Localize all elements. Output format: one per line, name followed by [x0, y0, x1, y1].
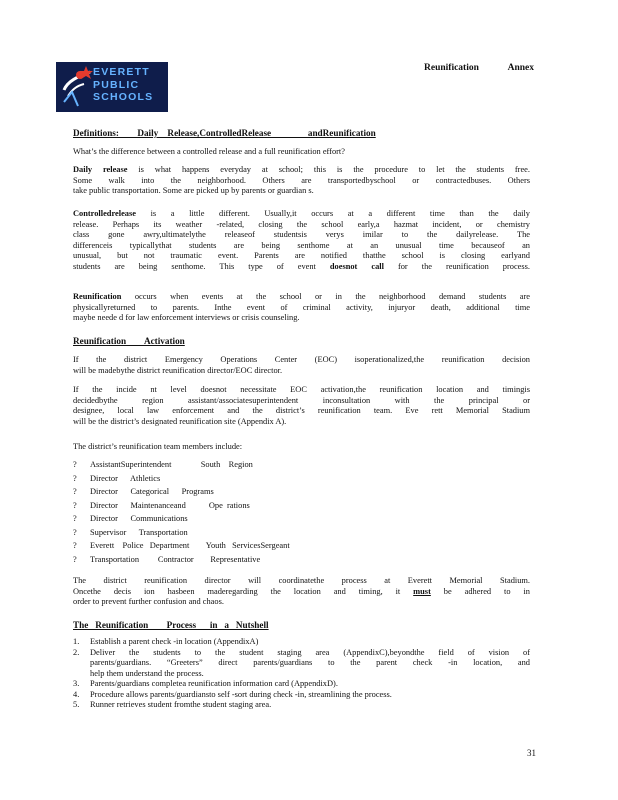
everett-public-schools-logo	[56, 62, 168, 112]
list-item: ? AssistantSuperintendent South Region	[73, 460, 253, 469]
list-item: ? Director Maintenanceand Ope rations	[73, 500, 250, 510]
activation-paragraph-1: If the district Emergency Operations Center (EOC) isoperationalized,the reunification decision will be madebythe district reunification director/EOC director.	[73, 355, 530, 375]
list-item: 3. Parents/guardians completea reunification information card (AppendixD).	[73, 679, 338, 688]
definitions-question: What’s the difference between a controlled release and a full reunification effort?	[73, 147, 345, 156]
activation-paragraph-3: The district reunification director will coordinatethe process at Everett Memorial Stadium. Oncethe decis ion hasbeen maderegarding the location and timing, it must be adhered to in order to prevent further confusion and chaos.	[73, 576, 530, 606]
team-members-list	[73, 460, 373, 568]
does-not-call-emphasis: doesnot call	[329, 261, 384, 271]
list-item: 5. Runner retrieves student fromthe student staging area.	[73, 700, 272, 709]
controlled-release-paragraph: Controlledrelease is a little different. Usually,it occurs at a different time than the daily release. Perhaps its weather -related, closing the school early,a hazmat incident, or chemistry class gone awry,ultimatelythe releaseof studentsis verys imilar to the dailyrelease. The differenceis typicallythat students are being senthome at an unusual time becauseof an unusual, but not traumatic event. Parents are notified thatthe school is closing earlyand students are being senthome. This type of event doesnot call for the reunification process.	[73, 209, 531, 271]
running-header	[424, 63, 534, 74]
header-title-left: Reunification	[424, 63, 479, 73]
nutshell-heading: The Reunification Process in a Nutshell	[73, 620, 269, 630]
list-item: 4. Procedure allows parents/guardiansto self -sort during check -in, streamlining the process.	[73, 689, 392, 699]
logo-line-2: PUBLIC	[93, 78, 140, 91]
header-title-right: Annex	[507, 63, 534, 73]
logo-line-1: EVERETT	[93, 66, 150, 78]
process-steps-list	[73, 637, 530, 711]
list-item: 1. Establish a parent check -in location (AppendixA)	[73, 637, 259, 646]
must-emphasis: must	[413, 586, 431, 596]
daily-release-term: Daily release	[73, 165, 128, 174]
logo-line-3: SCHOOLS	[93, 91, 154, 104]
list-item: ? Transportation Contractor Representative	[73, 554, 261, 564]
reunification-paragraph: Reunification occurs when events at the school or in the neighborhood demand students are physicallyreturned to parents. Inthe event of criminal activity, injuryor death, additional time maybe neede d for law enforcement interviews or crisis counseling.	[73, 292, 530, 322]
daily-release-paragraph: Daily release is what happens everyday at school; this is the procedure to let the students free. Some walk into the neighborhood. Others are transportedbyschool or contractedbuses. Others take public transportation. Some are picked up by parents or guardian s.	[73, 165, 530, 195]
definitions-heading: Definitions: Daily Release,ControlledRelease andReunification	[73, 128, 376, 138]
list-item: ? Everett Police Department Youth ServicesSergeant	[73, 541, 290, 550]
list-item: ? Director Communications	[73, 514, 188, 523]
list-item: ? Director Categorical Programs	[73, 487, 214, 496]
figure-star-icon	[58, 62, 94, 112]
activation-paragraph-2: If the incide nt level doesnot necessitate EOC activation,the reunification location and timingis decidedbythe region assistant/associatesuperintendent inconsultation with the principal or designee, local law enforcement and the district’s reunification team. Eve rett Memorial Stadium will be the district’s designated reunification site (Appendix A).	[73, 385, 530, 426]
list-item: ? Supervisor Transportation	[73, 527, 188, 537]
page-number: 31	[527, 748, 536, 758]
list-item: ? Director Athletics	[73, 473, 161, 483]
team-intro: The district’s reunification team members include:	[73, 442, 243, 451]
activation-heading: Reunification Activation	[73, 336, 185, 346]
controlled-release-term: Controlledrelease	[73, 209, 136, 218]
list-item: 2. Deliver the students to the student staging area (AppendixC),beyondthe field of vision of parents/guardians. “Greeters” direct parents/guardians to the parent check -in location, and help them understand the process.	[73, 647, 530, 678]
reunification-term: Reunification	[73, 292, 122, 301]
